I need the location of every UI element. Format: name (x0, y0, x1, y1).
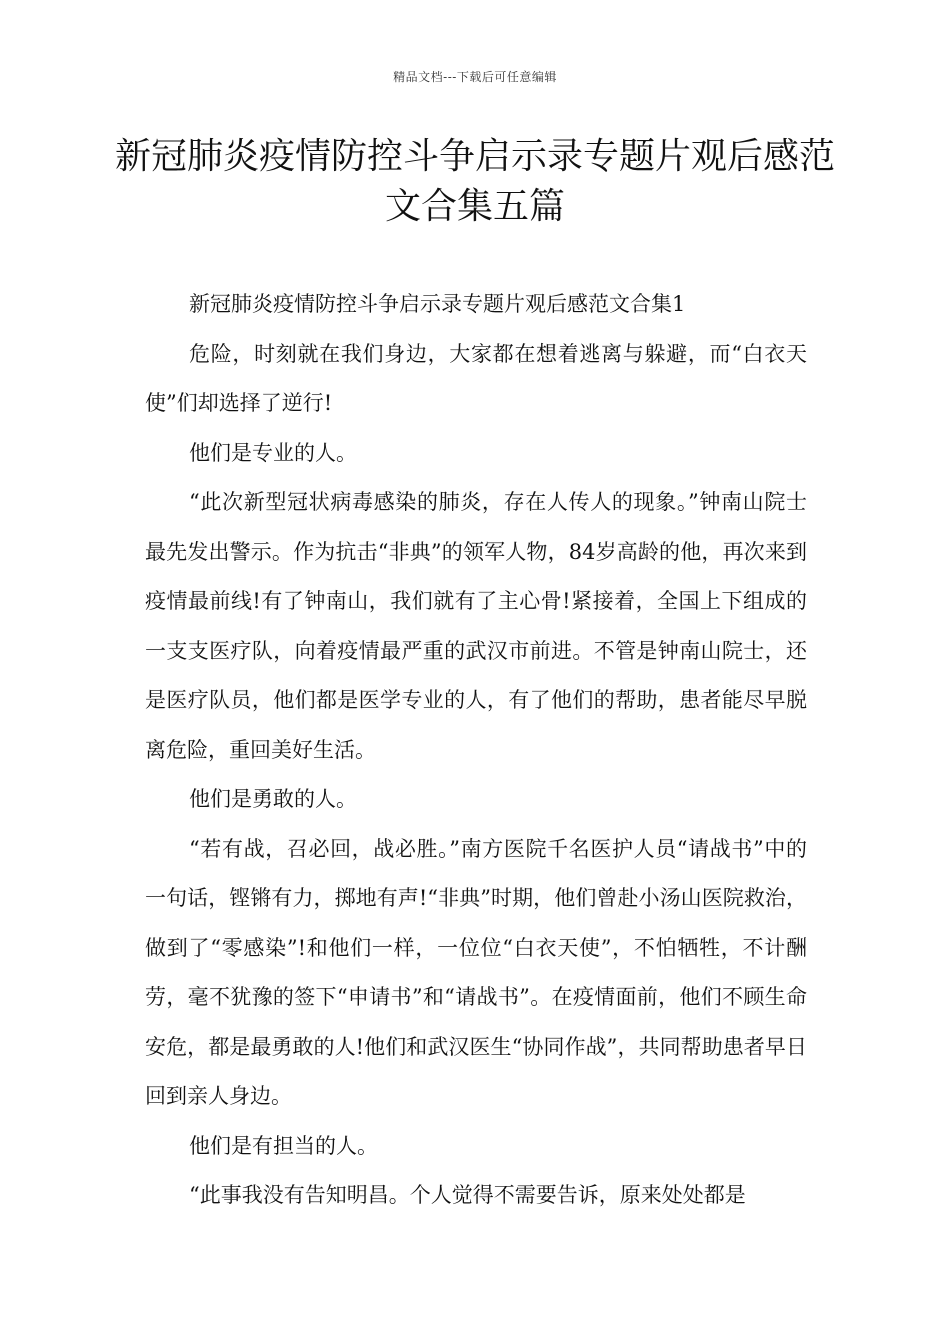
document-title: 新冠肺炎疫情防控斗争启示录专题片观后感范文合集五篇 (114, 136, 835, 227)
header-note: 精品文档---下载后可任意编辑 (393, 70, 557, 84)
paragraph: “若有战，召必回，战必胜。”南方医院千名医护人员“请战书”中的一句话，铿锵有力，掷地有声!“非典”时期，他们曾赴小汤山医院救治，做到了“零感染”!和他们一样，一位位“白衣天使”，不怕牺牲，不计酬劳，毫不犹豫的签下“申请书”和“请战书”。在疫情面前，他们不顾生命安危，都是最勇敢的人!他们和武汉医生“协同作战”，共同帮助患者早日回到亲人身边。 (145, 836, 807, 1108)
paragraph: “此事我没有告知明昌。个人觉得不需要告诉，原来处处都是 (189, 1183, 746, 1207)
document-body (145, 280, 807, 1221)
paragraph: 他们是有担当的人。 (189, 1133, 378, 1158)
section-heading: 新冠肺炎疫情防控斗争启示录专题片观后感范文合集1 (189, 292, 686, 316)
paragraph: 危险，时刻就在我们身边，大家都在想着逃离与躲避，而“白衣天使”们却选择了逆行! (145, 341, 807, 415)
paragraph: 他们是专业的人。 (189, 440, 357, 465)
paragraph: “此次新型冠状病毒感染的肺炎，存在人传人的现象。”钟南山院士最先发出警示。作为抗击“非典”的领军人物，84岁高龄的他，再次来到疫情最前线!有了钟南山，我们就有了主心骨!紧接着，全国上下组成的一支支医疗队，向着疫情最严重的武汉市前进。不管是钟南山院士，还是医疗队员，他们都是医学专业的人，有了他们的帮助，患者能尽早脱离危险，重回美好生活。 (145, 490, 807, 762)
paragraph: 他们是勇敢的人。 (189, 787, 357, 811)
